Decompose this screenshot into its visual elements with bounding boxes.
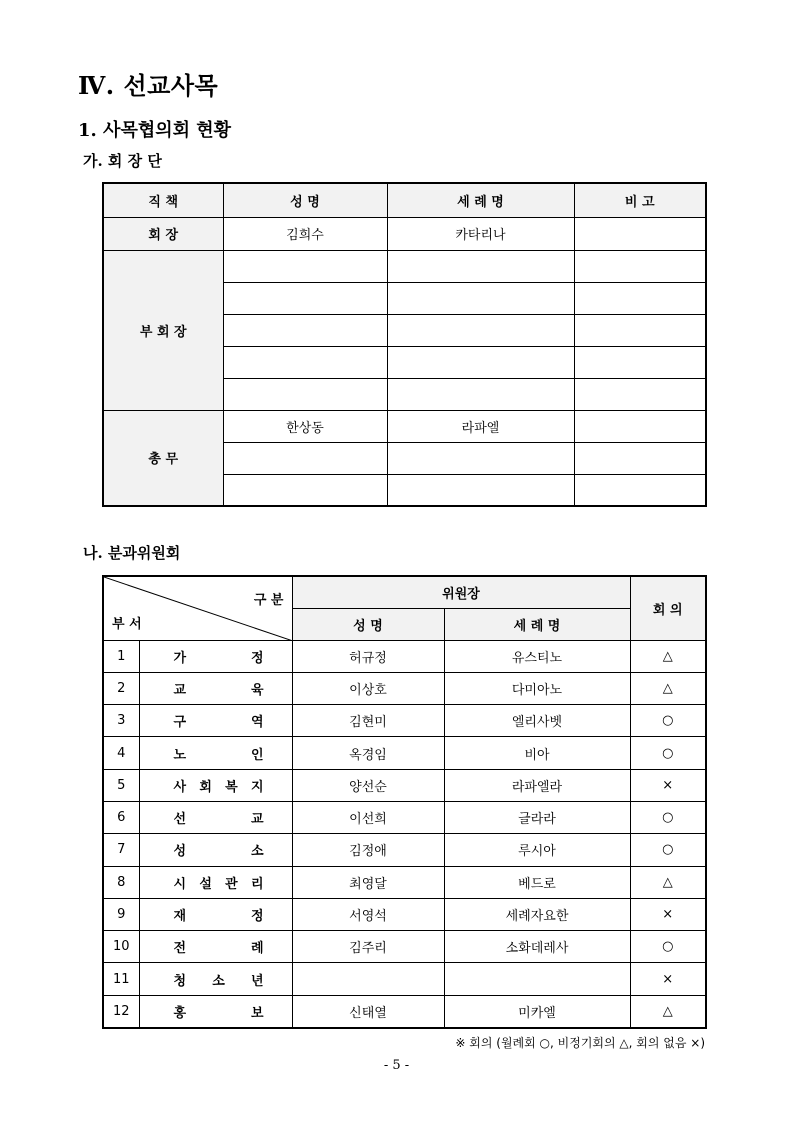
department-label <box>140 1002 292 1021</box>
department-char: 정 <box>250 909 264 925</box>
vice-baptismal <box>387 378 574 410</box>
board-table <box>102 182 707 507</box>
row-number: 5 <box>103 769 139 801</box>
secretary-note <box>574 410 706 442</box>
committee-table <box>102 575 707 1029</box>
header-note: 비 고 <box>574 183 706 217</box>
vice-baptismal <box>387 346 574 378</box>
section-title: 1. 사목협의회 현황 <box>78 120 232 141</box>
meeting-status: ○ <box>630 737 706 769</box>
department-char: 설 <box>199 876 212 892</box>
chair-baptismal: 유스티노 <box>444 640 630 672</box>
committee-row <box>103 898 706 930</box>
department-char: 년 <box>250 973 264 989</box>
vice-note <box>574 282 706 314</box>
department-char: 정 <box>250 650 264 666</box>
department-label <box>140 937 292 956</box>
committee-row <box>103 963 706 995</box>
department-char: 홍 <box>173 1005 187 1021</box>
department-label <box>140 744 292 763</box>
committee-row <box>103 801 706 833</box>
president-row <box>103 217 706 250</box>
department-char: 보 <box>250 1005 264 1021</box>
board-header-row <box>103 183 706 217</box>
secretary-baptismal <box>387 474 574 506</box>
department-char: 관 <box>225 876 238 892</box>
department-label <box>140 679 292 698</box>
page-number: - 5 - <box>383 1058 410 1073</box>
row-number: 10 <box>103 931 139 963</box>
secretary-name <box>223 474 387 506</box>
department-name <box>139 737 292 769</box>
department-name <box>139 769 292 801</box>
department-char: 전 <box>173 941 187 957</box>
chair-baptismal: 라파엘라 <box>444 769 630 801</box>
row-number: 2 <box>103 672 139 704</box>
department-char: 선 <box>173 812 187 828</box>
secretary-note <box>574 442 706 474</box>
department-label <box>140 711 292 730</box>
department-name <box>139 672 292 704</box>
department-name <box>139 931 292 963</box>
meeting-status: ○ <box>630 801 706 833</box>
committee-row <box>103 995 706 1027</box>
committee-row <box>103 769 706 801</box>
department-char: 복 <box>225 779 238 795</box>
header-name: 성 명 <box>223 183 387 217</box>
department-name <box>139 995 292 1027</box>
committee-row <box>103 640 706 672</box>
chair-baptismal: 엘리사벳 <box>444 705 630 737</box>
meeting-status: △ <box>630 640 706 672</box>
department-char: 소 <box>250 844 264 860</box>
department-char: 육 <box>250 682 264 698</box>
department-label <box>140 970 292 989</box>
chair-baptismal: 비아 <box>444 737 630 769</box>
chair-name <box>292 963 444 995</box>
row-number: 4 <box>103 737 139 769</box>
corner-header <box>103 576 292 640</box>
department-char: 재 <box>173 909 187 925</box>
department-char: 역 <box>250 715 264 731</box>
vice-name <box>223 250 387 282</box>
department-name <box>139 640 292 672</box>
vice-name <box>223 282 387 314</box>
department-label <box>140 873 292 892</box>
committee-row <box>103 672 706 704</box>
row-number: 9 <box>103 898 139 930</box>
department-char: 교 <box>250 812 264 828</box>
secretary-row <box>103 410 706 442</box>
chair-name: 양선순 <box>292 769 444 801</box>
chair-name: 김현미 <box>292 705 444 737</box>
corner-label-department: 부 서 <box>112 617 142 632</box>
chair-name: 이상호 <box>292 672 444 704</box>
row-number: 11 <box>103 963 139 995</box>
president-note <box>574 217 706 250</box>
department-name <box>139 898 292 930</box>
row-number: 6 <box>103 801 139 833</box>
chair-baptismal: 베드로 <box>444 866 630 898</box>
chair-baptismal: 미카엘 <box>444 995 630 1027</box>
department-char: 청 <box>173 973 187 989</box>
chair-name: 서영석 <box>292 898 444 930</box>
chair-name: 최영달 <box>292 866 444 898</box>
chair-baptismal <box>444 963 630 995</box>
chair-name: 김주리 <box>292 931 444 963</box>
row-number: 8 <box>103 866 139 898</box>
footnote: ※ 회의 (월례회 ○, 비정기회의 △, 회의 없음 ×) <box>455 1036 705 1050</box>
meeting-status: × <box>630 769 706 801</box>
secretary-name <box>223 442 387 474</box>
secretary-baptismal <box>387 442 574 474</box>
department-name <box>139 705 292 737</box>
department-name <box>139 963 292 995</box>
committee-row <box>103 737 706 769</box>
row-number: 1 <box>103 640 139 672</box>
role-president: 회 장 <box>103 217 223 250</box>
vice-name <box>223 378 387 410</box>
meeting-status: × <box>630 963 706 995</box>
chair-baptismal: 세례자요한 <box>444 898 630 930</box>
department-char: 소 <box>212 973 225 989</box>
department-char: 교 <box>173 682 187 698</box>
department-char: 인 <box>250 747 264 763</box>
department-label <box>140 808 292 827</box>
department-char: 지 <box>250 779 264 795</box>
meeting-status: ○ <box>630 834 706 866</box>
committee-header-row <box>103 576 706 608</box>
meeting-status: △ <box>630 866 706 898</box>
header-chair-baptismal: 세 례 명 <box>444 608 630 640</box>
header-baptismal: 세 례 명 <box>387 183 574 217</box>
header-chair-name: 성 명 <box>292 608 444 640</box>
chair-name: 김정애 <box>292 834 444 866</box>
department-name <box>139 834 292 866</box>
department-char: 성 <box>173 844 187 860</box>
row-number: 12 <box>103 995 139 1027</box>
chair-baptismal: 글라라 <box>444 801 630 833</box>
secretary-name: 한상동 <box>223 410 387 442</box>
department-char: 시 <box>173 876 187 892</box>
department-label <box>140 905 292 924</box>
corner-label-category: 구 분 <box>253 593 284 608</box>
vice-name <box>223 314 387 346</box>
department-char: 노 <box>173 747 187 763</box>
department-label <box>140 776 292 795</box>
department-char: 사 <box>173 779 187 795</box>
chair-name: 이선희 <box>292 801 444 833</box>
vice-note <box>574 250 706 282</box>
vice-note <box>574 314 706 346</box>
president-name: 김희수 <box>223 217 387 250</box>
header-chair: 위원장 <box>292 576 630 608</box>
department-char: 구 <box>173 715 187 731</box>
committee-row <box>103 705 706 737</box>
meeting-status: × <box>630 898 706 930</box>
row-number: 7 <box>103 834 139 866</box>
chair-baptismal: 루시아 <box>444 834 630 866</box>
header-meeting: 회 의 <box>630 576 706 640</box>
meeting-status: △ <box>630 672 706 704</box>
meeting-status: ○ <box>630 931 706 963</box>
department-char: 리 <box>250 876 264 892</box>
secretary-note <box>574 474 706 506</box>
department-label <box>140 840 292 859</box>
chair-name: 허규정 <box>292 640 444 672</box>
chair-name: 신태열 <box>292 995 444 1027</box>
department-name <box>139 866 292 898</box>
vice-note <box>574 378 706 410</box>
page-heading: Ⅳ. 선교사목 <box>78 71 219 100</box>
committee-row <box>103 866 706 898</box>
committee-row <box>103 834 706 866</box>
vice-row <box>103 250 706 282</box>
chair-name: 옥경임 <box>292 737 444 769</box>
row-number: 3 <box>103 705 139 737</box>
secretary-baptismal: 라파엘 <box>387 410 574 442</box>
department-name <box>139 801 292 833</box>
subsection-title-committee: 나. 분과위원회 <box>83 544 181 562</box>
vice-baptismal <box>387 282 574 314</box>
subsection-title-board: 가. 회 장 단 <box>83 152 162 170</box>
committee-row <box>103 931 706 963</box>
department-char: 가 <box>173 650 187 666</box>
chair-baptismal: 소화데레사 <box>444 931 630 963</box>
department-char: 회 <box>199 779 212 795</box>
department-char: 례 <box>250 941 264 957</box>
department-label <box>140 647 292 666</box>
president-baptismal: 카타리나 <box>387 217 574 250</box>
vice-name <box>223 346 387 378</box>
vice-baptismal <box>387 314 574 346</box>
meeting-status: △ <box>630 995 706 1027</box>
vice-note <box>574 346 706 378</box>
vice-baptismal <box>387 250 574 282</box>
chair-baptismal: 다미아노 <box>444 672 630 704</box>
meeting-status: ○ <box>630 705 706 737</box>
role-secretary: 총 무 <box>103 410 223 506</box>
header-role: 직 책 <box>103 183 223 217</box>
role-vice-president: 부 회 장 <box>103 250 223 410</box>
